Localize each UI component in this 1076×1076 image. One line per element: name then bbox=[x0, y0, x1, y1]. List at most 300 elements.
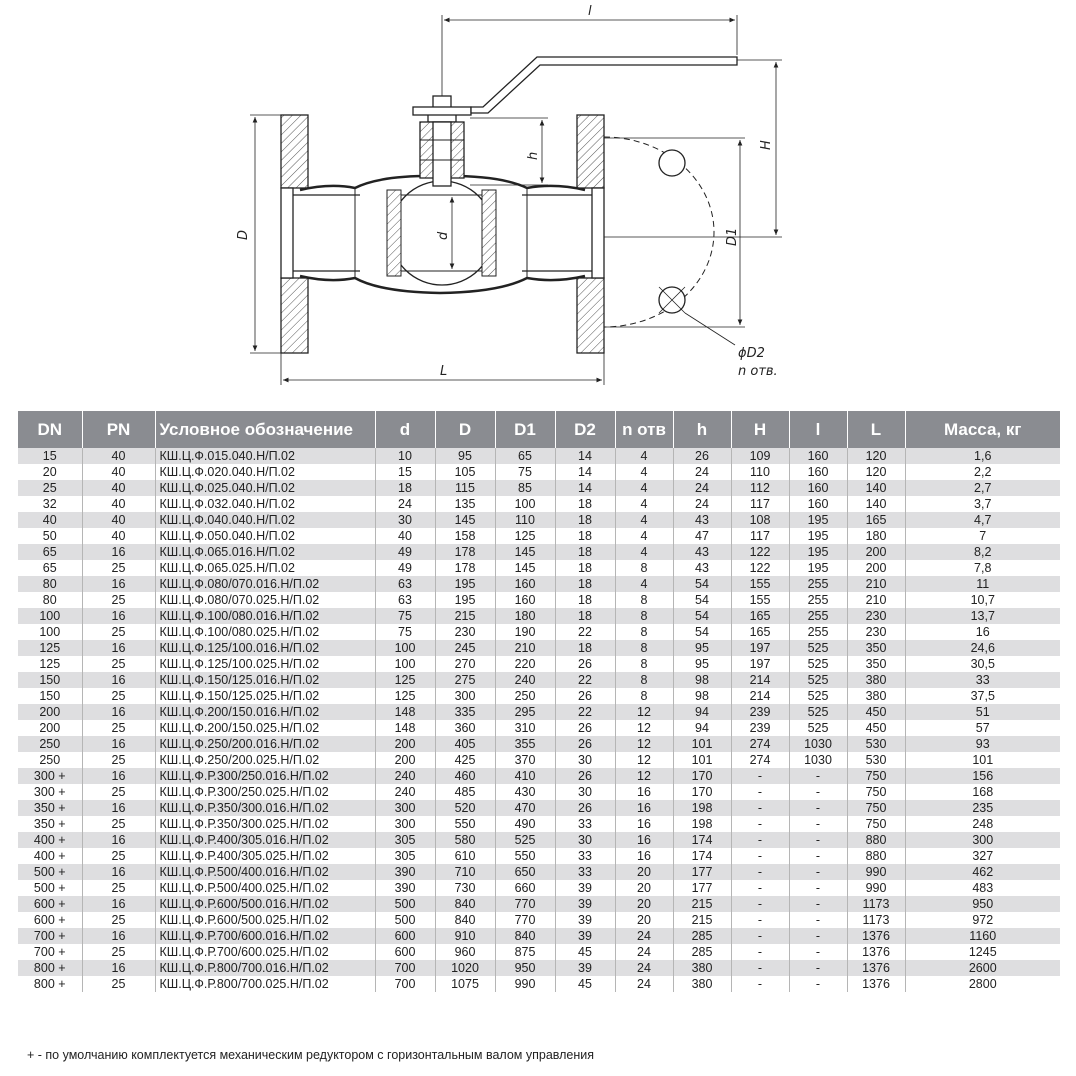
table-cell: 8 bbox=[615, 608, 673, 624]
table-cell: 16 bbox=[82, 800, 155, 816]
table-cell: 190 bbox=[495, 624, 555, 640]
table-cell: 54 bbox=[673, 592, 731, 608]
table-cell: 16 bbox=[82, 768, 155, 784]
table-cell: 12 bbox=[615, 768, 673, 784]
table-cell: 305 bbox=[375, 848, 435, 864]
table-cell: 26 bbox=[555, 656, 615, 672]
dim-label-l: l bbox=[588, 4, 592, 19]
table-cell: 18 bbox=[375, 480, 435, 496]
table-cell: 210 bbox=[847, 592, 905, 608]
table-cell: 168 bbox=[905, 784, 1060, 800]
table-cell: 8 bbox=[615, 640, 673, 656]
table-cell: 30 bbox=[555, 832, 615, 848]
table-cell: 710 bbox=[435, 864, 495, 880]
table-cell: 40 bbox=[82, 512, 155, 528]
table-cell: 530 bbox=[847, 736, 905, 752]
table-cell: 240 bbox=[495, 672, 555, 688]
table-cell: 25 bbox=[82, 720, 155, 736]
column-header: PN bbox=[82, 411, 155, 448]
table-cell: 25 bbox=[82, 688, 155, 704]
table-cell: 26 bbox=[555, 800, 615, 816]
table-cell: 255 bbox=[789, 624, 847, 640]
table-cell: 840 bbox=[435, 912, 495, 928]
table-cell: 57 bbox=[905, 720, 1060, 736]
table-cell: 47 bbox=[673, 528, 731, 544]
table-cell: 158 bbox=[435, 528, 495, 544]
table-cell: 80 bbox=[18, 592, 82, 608]
dimension-lines bbox=[250, 15, 782, 385]
table-cell: КШ.Ц.Ф.Р.600/500.016.Н/П.02 bbox=[155, 896, 375, 912]
table-cell: 245 bbox=[435, 640, 495, 656]
table-cell: 255 bbox=[789, 576, 847, 592]
table-cell: КШ.Ц.Ф.015.040.Н/П.02 bbox=[155, 448, 375, 464]
table-cell: - bbox=[789, 784, 847, 800]
table-cell: 63 bbox=[375, 576, 435, 592]
table-cell: 300 bbox=[375, 816, 435, 832]
table-cell: 300 bbox=[435, 688, 495, 704]
table-cell: КШ.Ц.Ф.150/125.025.Н/П.02 bbox=[155, 688, 375, 704]
table-cell: 355 bbox=[495, 736, 555, 752]
table-row bbox=[18, 544, 1060, 560]
table-cell: 24 bbox=[673, 496, 731, 512]
table-cell: 24 bbox=[615, 944, 673, 960]
table-cell: 274 bbox=[731, 752, 789, 768]
table-cell: 310 bbox=[495, 720, 555, 736]
table-row bbox=[18, 880, 1060, 896]
table-cell: 51 bbox=[905, 704, 1060, 720]
table-cell: 24 bbox=[673, 480, 731, 496]
table-cell: 80 bbox=[18, 576, 82, 592]
table-cell: 16 bbox=[82, 864, 155, 880]
table-cell: - bbox=[789, 944, 847, 960]
table-cell: КШ.Ц.Ф.020.040.Н/П.02 bbox=[155, 464, 375, 480]
table-cell: 990 bbox=[847, 864, 905, 880]
table-cell: 125 bbox=[18, 640, 82, 656]
table-cell: - bbox=[731, 944, 789, 960]
table-cell: 165 bbox=[731, 624, 789, 640]
table-cell: 1376 bbox=[847, 944, 905, 960]
table-cell: 380 bbox=[847, 672, 905, 688]
table-cell: 160 bbox=[495, 592, 555, 608]
table-cell: 200 bbox=[847, 560, 905, 576]
table-cell: 85 bbox=[495, 480, 555, 496]
table-cell: 16 bbox=[82, 704, 155, 720]
table-cell: 12 bbox=[615, 752, 673, 768]
table-cell: 525 bbox=[789, 640, 847, 656]
table-cell: 4 bbox=[615, 512, 673, 528]
table-cell: 360 bbox=[435, 720, 495, 736]
table-cell: 16 bbox=[615, 832, 673, 848]
table-cell: 65 bbox=[18, 560, 82, 576]
table-cell: 300 bbox=[905, 832, 1060, 848]
table-cell: 18 bbox=[555, 512, 615, 528]
table-cell: 20 bbox=[18, 464, 82, 480]
valve-stem bbox=[413, 96, 471, 186]
table-cell: 460 bbox=[435, 768, 495, 784]
table-cell: 215 bbox=[673, 912, 731, 928]
table-row bbox=[18, 464, 1060, 480]
table-cell: 12 bbox=[615, 736, 673, 752]
table-cell: 18 bbox=[555, 592, 615, 608]
table-cell: 40 bbox=[82, 528, 155, 544]
table-cell: КШ.Ц.Ф.100/080.016.Н/П.02 bbox=[155, 608, 375, 624]
table-cell: 25 bbox=[82, 784, 155, 800]
table-cell: 197 bbox=[731, 656, 789, 672]
table-cell: 400 + bbox=[18, 848, 82, 864]
table-cell: 22 bbox=[555, 624, 615, 640]
table-cell: КШ.Ц.Ф.Р.700/600.025.Н/П.02 bbox=[155, 944, 375, 960]
table-cell: КШ.Ц.Ф.Р.500/400.025.Н/П.02 bbox=[155, 880, 375, 896]
table-cell: 210 bbox=[495, 640, 555, 656]
table-cell: 16 bbox=[82, 896, 155, 912]
table-cell: 105 bbox=[435, 464, 495, 480]
table-cell: 250 bbox=[18, 736, 82, 752]
table-row bbox=[18, 672, 1060, 688]
table-row bbox=[18, 480, 1060, 496]
table-cell: 880 bbox=[847, 832, 905, 848]
table-cell: 40 bbox=[18, 512, 82, 528]
table-cell: 425 bbox=[435, 752, 495, 768]
table-cell: 210 bbox=[847, 576, 905, 592]
table-cell: 990 bbox=[495, 976, 555, 992]
table-cell: 39 bbox=[555, 912, 615, 928]
table-cell: КШ.Ц.Ф.Р.800/700.025.Н/П.02 bbox=[155, 976, 375, 992]
table-cell: КШ.Ц.Ф.250/200.016.Н/П.02 bbox=[155, 736, 375, 752]
table-cell: 430 bbox=[495, 784, 555, 800]
table-cell: 33 bbox=[555, 864, 615, 880]
table-cell: 160 bbox=[789, 448, 847, 464]
table-row bbox=[18, 608, 1060, 624]
table-cell: 7,8 bbox=[905, 560, 1060, 576]
table-cell: - bbox=[731, 912, 789, 928]
table-cell: 43 bbox=[673, 544, 731, 560]
table-cell: 1075 bbox=[435, 976, 495, 992]
table-cell: 1173 bbox=[847, 896, 905, 912]
table-cell: 24,6 bbox=[905, 640, 1060, 656]
table-cell: 39 bbox=[555, 960, 615, 976]
table-cell: 600 + bbox=[18, 896, 82, 912]
table-cell: 30 bbox=[555, 752, 615, 768]
table-cell: 470 bbox=[495, 800, 555, 816]
table-cell: 14 bbox=[555, 448, 615, 464]
table-cell: 94 bbox=[673, 720, 731, 736]
table-cell: - bbox=[731, 848, 789, 864]
table-row bbox=[18, 528, 1060, 544]
table-cell: 195 bbox=[789, 528, 847, 544]
table-cell: 4 bbox=[615, 464, 673, 480]
table-cell: 40 bbox=[82, 448, 155, 464]
table-cell: 1030 bbox=[789, 736, 847, 752]
table-cell: 122 bbox=[731, 544, 789, 560]
table-cell: 8 bbox=[615, 592, 673, 608]
table-cell: 295 bbox=[495, 704, 555, 720]
table-cell: 195 bbox=[789, 512, 847, 528]
table-cell: 600 bbox=[375, 928, 435, 944]
table-cell: 410 bbox=[495, 768, 555, 784]
table-cell: 100 bbox=[375, 656, 435, 672]
table-cell: 148 bbox=[375, 704, 435, 720]
handle-lever bbox=[471, 57, 737, 113]
table-cell: 195 bbox=[789, 544, 847, 560]
table-cell: 1245 bbox=[905, 944, 1060, 960]
table-cell: 26 bbox=[555, 720, 615, 736]
table-cell: 75 bbox=[495, 464, 555, 480]
table-cell: 700 + bbox=[18, 944, 82, 960]
table-cell: 49 bbox=[375, 544, 435, 560]
table-cell: 25 bbox=[82, 560, 155, 576]
table-cell: 24 bbox=[615, 976, 673, 992]
table-cell: 20 bbox=[615, 864, 673, 880]
table-cell: КШ.Ц.Ф.Р.500/400.016.Н/П.02 bbox=[155, 864, 375, 880]
table-cell: 750 bbox=[847, 768, 905, 784]
table-cell: - bbox=[731, 864, 789, 880]
table-cell: 49 bbox=[375, 560, 435, 576]
table-cell: - bbox=[731, 784, 789, 800]
table-row bbox=[18, 496, 1060, 512]
table-cell: 25 bbox=[82, 752, 155, 768]
table-row bbox=[18, 720, 1060, 736]
table-cell: КШ.Ц.Ф.Р.350/300.016.Н/П.02 bbox=[155, 800, 375, 816]
table-cell: 12 bbox=[615, 704, 673, 720]
table-cell: 170 bbox=[673, 768, 731, 784]
table-cell: КШ.Ц.Ф.Р.300/250.025.Н/П.02 bbox=[155, 784, 375, 800]
column-header: DN bbox=[18, 411, 82, 448]
table-cell: - bbox=[731, 800, 789, 816]
table-cell: 16 bbox=[615, 784, 673, 800]
table-cell: 910 bbox=[435, 928, 495, 944]
table-cell: 972 bbox=[905, 912, 1060, 928]
table-cell: КШ.Ц.Ф.150/125.016.Н/П.02 bbox=[155, 672, 375, 688]
table-row bbox=[18, 592, 1060, 608]
table-cell: 300 bbox=[375, 800, 435, 816]
table-cell: 40 bbox=[375, 528, 435, 544]
table-cell: 16 bbox=[82, 608, 155, 624]
table-cell: 525 bbox=[789, 720, 847, 736]
table-row bbox=[18, 848, 1060, 864]
table-cell: 198 bbox=[673, 816, 731, 832]
table-cell: 10,7 bbox=[905, 592, 1060, 608]
table-cell: 101 bbox=[673, 752, 731, 768]
table-cell: 33 bbox=[905, 672, 1060, 688]
table-cell: КШ.Ц.Ф.025.040.Н/П.02 bbox=[155, 480, 375, 496]
table-cell: 95 bbox=[435, 448, 495, 464]
table-cell: 305 bbox=[375, 832, 435, 848]
table-cell: 485 bbox=[435, 784, 495, 800]
table-cell: 195 bbox=[435, 592, 495, 608]
table-cell: 155 bbox=[731, 576, 789, 592]
table-cell: 4 bbox=[615, 480, 673, 496]
table-cell: 370 bbox=[495, 752, 555, 768]
table-cell: 200 bbox=[18, 720, 82, 736]
table-cell: 37,5 bbox=[905, 688, 1060, 704]
table-cell: 400 + bbox=[18, 832, 82, 848]
table-cell: 25 bbox=[82, 592, 155, 608]
table-cell: - bbox=[789, 864, 847, 880]
table-cell: 43 bbox=[673, 512, 731, 528]
table-cell: - bbox=[731, 928, 789, 944]
table-cell: КШ.Ц.Ф.032.040.Н/П.02 bbox=[155, 496, 375, 512]
table-cell: 240 bbox=[375, 784, 435, 800]
table-cell: КШ.Ц.Ф.Р.400/305.025.Н/П.02 bbox=[155, 848, 375, 864]
table-cell: 15 bbox=[18, 448, 82, 464]
table-cell: 20 bbox=[615, 896, 673, 912]
table-cell: 75 bbox=[375, 608, 435, 624]
table-cell: 65 bbox=[495, 448, 555, 464]
footnote: + - по умолчанию комплектуется механическим редуктором с горизонтальным валом управления bbox=[27, 1048, 595, 1062]
table-cell: 25 bbox=[82, 880, 155, 896]
table-cell: 16 bbox=[905, 624, 1060, 640]
table-cell: 530 bbox=[847, 752, 905, 768]
table-cell: 16 bbox=[82, 960, 155, 976]
table-cell: КШ.Ц.Ф.040.040.Н/П.02 bbox=[155, 512, 375, 528]
column-header: Условное обозначение bbox=[155, 411, 375, 448]
table-cell: 39 bbox=[555, 880, 615, 896]
table-body bbox=[18, 448, 1060, 992]
table-cell: 16 bbox=[82, 544, 155, 560]
table-row bbox=[18, 656, 1060, 672]
table-cell: 215 bbox=[435, 608, 495, 624]
specification-table bbox=[18, 411, 1060, 992]
table-cell: 235 bbox=[905, 800, 1060, 816]
table-cell: 1376 bbox=[847, 976, 905, 992]
table-cell: 1160 bbox=[905, 928, 1060, 944]
table-cell: 300 + bbox=[18, 784, 82, 800]
table-cell: 20 bbox=[615, 912, 673, 928]
table-cell: 25 bbox=[82, 816, 155, 832]
valve-technical-drawing bbox=[0, 0, 1076, 400]
table-cell: 160 bbox=[789, 496, 847, 512]
dim-label-D1: D1 bbox=[725, 227, 740, 246]
table-cell: 274 bbox=[731, 736, 789, 752]
table-cell: 750 bbox=[847, 816, 905, 832]
table-cell: 610 bbox=[435, 848, 495, 864]
table-cell: 380 bbox=[847, 688, 905, 704]
table-cell: 155 bbox=[731, 592, 789, 608]
table-cell: КШ.Ц.Ф.200/150.016.Н/П.02 bbox=[155, 704, 375, 720]
table-row bbox=[18, 864, 1060, 880]
table-cell: 100 bbox=[18, 608, 82, 624]
table-cell: 255 bbox=[789, 592, 847, 608]
table-cell: 108 bbox=[731, 512, 789, 528]
table-cell: 63 bbox=[375, 592, 435, 608]
table-cell: 95 bbox=[673, 656, 731, 672]
table-row bbox=[18, 736, 1060, 752]
table-cell: 248 bbox=[905, 816, 1060, 832]
table-cell: 700 bbox=[375, 960, 435, 976]
table-row bbox=[18, 784, 1060, 800]
table-cell: 18 bbox=[555, 640, 615, 656]
table-cell: 230 bbox=[847, 624, 905, 640]
table-cell: 16 bbox=[82, 832, 155, 848]
column-header: H bbox=[731, 411, 789, 448]
table-cell: 160 bbox=[495, 576, 555, 592]
table-row bbox=[18, 768, 1060, 784]
table-cell: 145 bbox=[435, 512, 495, 528]
table-cell: 800 + bbox=[18, 960, 82, 976]
table-cell: - bbox=[731, 896, 789, 912]
table-row bbox=[18, 960, 1060, 976]
table-cell: КШ.Ц.Ф.125/100.025.Н/П.02 bbox=[155, 656, 375, 672]
column-header: n отв bbox=[615, 411, 673, 448]
table-cell: 2,7 bbox=[905, 480, 1060, 496]
table-cell: 700 bbox=[375, 976, 435, 992]
table-cell: 450 bbox=[847, 704, 905, 720]
table-cell: 500 + bbox=[18, 880, 82, 896]
table-cell: 125 bbox=[18, 656, 82, 672]
table-cell: 26 bbox=[673, 448, 731, 464]
table-cell: 135 bbox=[435, 496, 495, 512]
table-cell: 335 bbox=[435, 704, 495, 720]
table-cell: 16 bbox=[82, 736, 155, 752]
table-cell: 2,2 bbox=[905, 464, 1060, 480]
table-cell: 8,2 bbox=[905, 544, 1060, 560]
table-cell: 177 bbox=[673, 864, 731, 880]
table-cell: - bbox=[731, 880, 789, 896]
table-cell: 1376 bbox=[847, 960, 905, 976]
table-cell: 18 bbox=[555, 496, 615, 512]
table-row bbox=[18, 576, 1060, 592]
table-cell: 120 bbox=[847, 448, 905, 464]
table-cell: 3,7 bbox=[905, 496, 1060, 512]
column-header: l bbox=[789, 411, 847, 448]
table-cell: 4 bbox=[615, 544, 673, 560]
table-cell: 109 bbox=[731, 448, 789, 464]
table-cell: 54 bbox=[673, 576, 731, 592]
table-cell: КШ.Ц.Ф.Р.700/600.016.Н/П.02 bbox=[155, 928, 375, 944]
table-cell: КШ.Ц.Ф.125/100.016.Н/П.02 bbox=[155, 640, 375, 656]
table-cell: 33 bbox=[555, 816, 615, 832]
table-cell: 875 bbox=[495, 944, 555, 960]
table-cell: 2800 bbox=[905, 976, 1060, 992]
table-cell: - bbox=[789, 768, 847, 784]
table-row bbox=[18, 624, 1060, 640]
table-cell: 300 + bbox=[18, 768, 82, 784]
table-cell: 25 bbox=[82, 624, 155, 640]
table-row bbox=[18, 704, 1060, 720]
column-header: h bbox=[673, 411, 731, 448]
dim-label-D2: ϕD2 bbox=[738, 346, 765, 361]
table-cell: 15 bbox=[375, 464, 435, 480]
table-cell: 350 bbox=[847, 640, 905, 656]
table-cell: - bbox=[789, 800, 847, 816]
table-cell: 520 bbox=[435, 800, 495, 816]
table-cell: 30 bbox=[375, 512, 435, 528]
table-cell: 195 bbox=[435, 576, 495, 592]
dim-label-h: h bbox=[526, 151, 541, 160]
table-row bbox=[18, 944, 1060, 960]
table-cell: КШ.Ц.Ф.065.025.Н/П.02 bbox=[155, 560, 375, 576]
table-row bbox=[18, 976, 1060, 992]
table-cell: 112 bbox=[731, 480, 789, 496]
table-cell: КШ.Ц.Ф.Р.350/300.025.Н/П.02 bbox=[155, 816, 375, 832]
table-cell: - bbox=[731, 768, 789, 784]
table-cell: 750 bbox=[847, 784, 905, 800]
table-cell: 100 bbox=[495, 496, 555, 512]
table-cell: 178 bbox=[435, 544, 495, 560]
dim-label-L: L bbox=[440, 364, 448, 379]
table-cell: 840 bbox=[495, 928, 555, 944]
table-cell: 30 bbox=[555, 784, 615, 800]
table-cell: 580 bbox=[435, 832, 495, 848]
table-cell: 39 bbox=[555, 896, 615, 912]
table-cell: 483 bbox=[905, 880, 1060, 896]
table-cell: 150 bbox=[18, 688, 82, 704]
table-cell: 110 bbox=[495, 512, 555, 528]
table-cell: 750 bbox=[847, 800, 905, 816]
table-cell: 770 bbox=[495, 896, 555, 912]
table-cell: 8 bbox=[615, 672, 673, 688]
table-cell: 11 bbox=[905, 576, 1060, 592]
